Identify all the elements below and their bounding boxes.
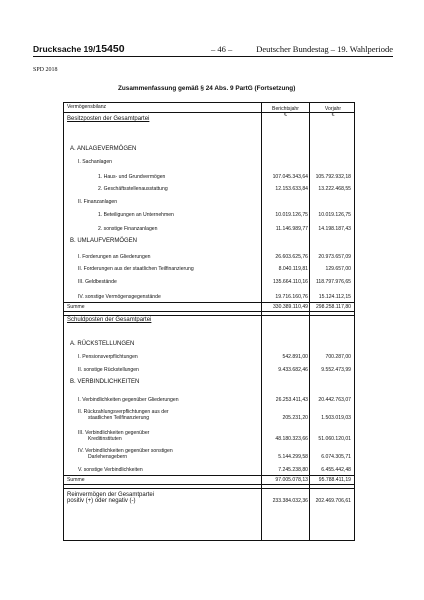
document-number: Drucksache 19/15450 bbox=[33, 43, 125, 55]
row-label: B. UMLAUFVERMÖGEN bbox=[70, 238, 138, 244]
section-heading-assets: Besitzposten der Gesamtpartei bbox=[67, 116, 150, 122]
row-label: IV. sonstige Vermögensgegenstände bbox=[78, 294, 161, 300]
value-previous-year: 10.019.126,75 bbox=[318, 212, 351, 218]
value-current-year: 8.040.119,81 bbox=[278, 266, 308, 272]
value-previous-year: 1.503.019,03 bbox=[321, 415, 351, 421]
value-current-year: 7.245.238,80 bbox=[278, 467, 308, 473]
row-divider bbox=[64, 315, 354, 316]
page-header bbox=[33, 44, 393, 54]
value-previous-year: 95.788.411,19 bbox=[318, 477, 351, 483]
value-current-year: 19.716.160,76 bbox=[275, 294, 308, 300]
row-label: II. Forderungen aus der staatlichen Teilfinanzierung bbox=[78, 266, 194, 272]
value-previous-year: 13.222.468,55 bbox=[318, 186, 351, 192]
value-previous-year: 118.797.976,65 bbox=[315, 279, 351, 285]
value-previous-year: 9.552.473,99 bbox=[321, 367, 351, 373]
row-label: I. Sachanlagen bbox=[78, 159, 112, 165]
row-label: III. Geldbestände bbox=[78, 279, 117, 285]
value-current-year: 107.045.343,64 bbox=[272, 174, 308, 180]
row-label: Summe bbox=[67, 304, 85, 310]
value-current-year: 12.153.633,84 bbox=[275, 186, 308, 192]
value-current-year: 233.384.032,36 bbox=[272, 498, 308, 504]
row-divider bbox=[64, 484, 354, 485]
value-previous-year: 129.657,00 bbox=[325, 266, 351, 272]
row-divider bbox=[64, 488, 354, 489]
section-heading-liabilities: Schuldposten der Gesamtpartei bbox=[67, 317, 152, 323]
asset-balance-table bbox=[63, 102, 355, 541]
row-label: A. RÜCKSTELLUNGEN bbox=[70, 341, 135, 347]
row-label: IV. Verbindlichkeiten gegenüber sonstigen Darlehensgebern bbox=[78, 448, 173, 460]
column-header-previous: Vorjahr € bbox=[324, 106, 342, 118]
value-current-year: 5.144.299,58 bbox=[278, 454, 308, 460]
value-previous-year: 14.198.187,43 bbox=[318, 226, 351, 232]
value-previous-year: 700.287,00 bbox=[325, 354, 351, 360]
column-header-current: Berichtsjahr € bbox=[272, 106, 299, 118]
value-current-year: 542.891,00 bbox=[282, 354, 308, 360]
value-previous-year: 20.442.763,07 bbox=[318, 397, 351, 403]
value-current-year: 97.005.078,13 bbox=[275, 477, 308, 483]
row-label: Reinvermögen der Gesamtpartei positiv (+) oder negativ (-) bbox=[67, 492, 155, 504]
parliament-label: Deutscher Bundestag – 19. Wahlperiode bbox=[256, 44, 393, 54]
value-previous-year: 6.455.442,48 bbox=[321, 467, 351, 473]
value-previous-year: 20.973.657,09 bbox=[318, 254, 351, 260]
row-divider bbox=[64, 302, 354, 303]
row-label: 2. sonstige Finanzanlagen bbox=[98, 226, 158, 232]
row-divider bbox=[64, 311, 354, 312]
row-divider bbox=[64, 475, 354, 476]
row-label: II. Rückzahlungsverpflichtungen aus der staatlichen Teilfinanzierung bbox=[78, 409, 169, 421]
value-current-year: 9.433.682,46 bbox=[278, 367, 308, 373]
value-current-year: 135.664.110,16 bbox=[272, 279, 308, 285]
party-year: SPD 2018 bbox=[33, 67, 58, 73]
row-label: V. sonstige Verbindlichkeiten bbox=[78, 467, 143, 473]
header-rule bbox=[33, 56, 393, 57]
value-previous-year: 298.258.117,80 bbox=[315, 304, 351, 310]
row-label: 1. Beteiligungen an Unternehmen bbox=[98, 212, 174, 218]
column-header-label: Vermögensbilanz bbox=[67, 104, 107, 110]
row-label: Summe bbox=[67, 477, 85, 483]
row-label: I. Pensionsverpflichtungen bbox=[78, 354, 138, 360]
value-current-year: 48.180.323,66 bbox=[275, 436, 308, 442]
value-previous-year: 15.124.112,15 bbox=[318, 294, 351, 300]
value-current-year: 330.389.110,49 bbox=[272, 304, 308, 310]
value-current-year: 10.019.126,75 bbox=[275, 212, 308, 218]
row-label: I. Forderungen an Gliederungen bbox=[78, 254, 151, 260]
page-number: – 46 – bbox=[211, 44, 233, 54]
row-label: 2. Geschäftsstellenausstattung bbox=[98, 186, 168, 192]
value-current-year: 11.146.989,77 bbox=[275, 226, 308, 232]
row-label: A. ANLAGEVERMÖGEN bbox=[70, 146, 137, 152]
row-label: I. Verbindlichkeiten gegenüber Gliederungen bbox=[78, 397, 179, 403]
row-label: III. Verbindlichkeiten gegenüber Kreditinstituten bbox=[78, 430, 150, 442]
row-label: II. sonstige Rückstellungen bbox=[78, 367, 139, 373]
value-previous-year: 202.469.706,61 bbox=[315, 498, 351, 504]
page-title: Zusammenfassung gemäß § 24 Abs. 9 PartG (Fortsetzung) bbox=[118, 85, 296, 92]
row-label: 1. Haus- und Grundvermögen bbox=[98, 174, 166, 180]
value-current-year: 26.253.411,43 bbox=[275, 397, 308, 403]
value-previous-year: 105.792.932,18 bbox=[315, 174, 351, 180]
value-current-year: 26.603.625,76 bbox=[275, 254, 308, 260]
row-label: II. Finanzanlagen bbox=[78, 199, 118, 205]
value-current-year: 205.231,20 bbox=[282, 415, 308, 421]
value-previous-year: 51.060.120,01 bbox=[318, 436, 351, 442]
value-previous-year: 6.074.305,71 bbox=[321, 454, 351, 460]
row-label: B. VERBINDLICHKEITEN bbox=[70, 379, 140, 385]
